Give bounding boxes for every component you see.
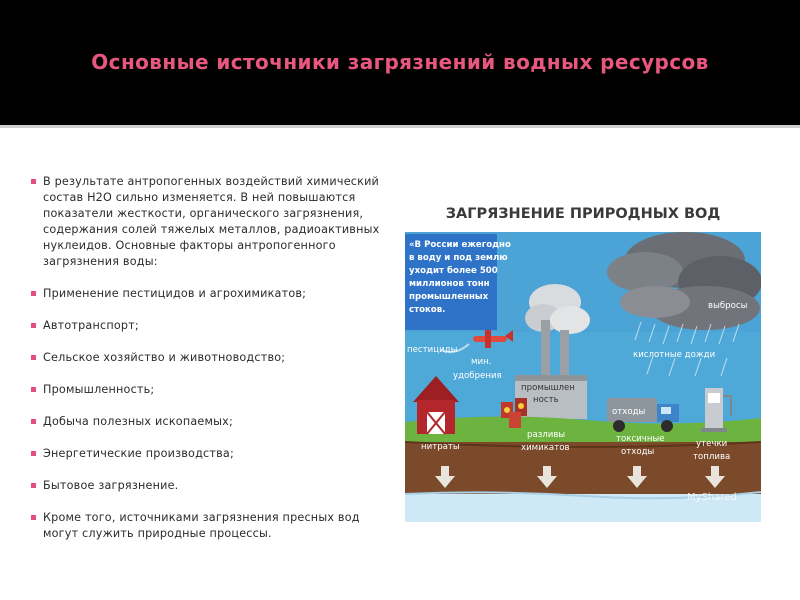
bullet-transport: Автотранспорт; <box>31 318 386 334</box>
label-spills-1: разливы <box>527 430 566 440</box>
label-waste: отходы <box>612 407 646 417</box>
svg-text:«В России ежегодно: «В России ежегодно <box>409 240 511 250</box>
illustration-heading: ЗАГРЯЗНЕНИЕ ПРИРОДНЫХ ВОД <box>445 206 721 222</box>
label-toxic-2: отходы <box>621 447 655 457</box>
bullet-list <box>31 174 386 558</box>
svg-text:стоков.: стоков. <box>409 305 446 315</box>
label-toxic-1: токсичные <box>616 434 665 444</box>
label-fuel-2: топлива <box>693 452 731 462</box>
bullet-energy: Энергетические производства; <box>31 446 386 462</box>
bullet-intro: В результате антропогенных воздействий химический состав Н2О сильно изменяется. В ней повышаются показатели жесткости, органического загрязнения, содержания солей тяжелых металлов, радиоактивных нуклеидов. Основные факторы антропогенного загрязнения воды: <box>31 174 386 270</box>
label-nitrates: нитраты <box>421 442 460 452</box>
svg-text:в воду и под землю: в воду и под землю <box>409 253 508 263</box>
water-pollution-illustration <box>405 190 761 522</box>
illustration-svg <box>405 190 761 522</box>
label-industry-1: промышлен <box>521 383 575 393</box>
title-divider <box>0 125 800 128</box>
label-fertilizers-1: мин. <box>471 357 492 367</box>
bullet-household: Бытовое загрязнение. <box>31 478 386 494</box>
bullet-natural: Кроме того, источниками загрязнения пресных вод могут служить природные процессы. <box>31 510 386 542</box>
label-acid-rain: кислотные дожди <box>633 350 716 360</box>
bullet-pesticides: Применение пестицидов и агрохимикатов; <box>31 286 386 302</box>
slide-title: Основные источники загрязнений водных ресурсов <box>91 50 709 74</box>
label-spills-2: химикатов <box>521 443 570 453</box>
svg-text:уходит более 500: уходит более 500 <box>409 266 498 276</box>
label-industry-2: ность <box>533 395 559 405</box>
watermark: MyShared <box>687 492 737 503</box>
svg-text:промышленных: промышленных <box>409 292 489 302</box>
label-fuel-1: утечки <box>696 439 728 449</box>
bullet-mining: Добыча полезных ископаемых; <box>31 414 386 430</box>
bullet-industry: Промышленность; <box>31 382 386 398</box>
label-pesticides: пестициды <box>407 345 458 355</box>
bullet-agriculture: Сельское хозяйство и животноводство; <box>31 350 386 366</box>
label-fertilizers-2: удобрения <box>453 371 502 381</box>
label-emissions: выбросы <box>708 301 748 311</box>
svg-text:миллионов тонн: миллионов тонн <box>409 279 490 289</box>
